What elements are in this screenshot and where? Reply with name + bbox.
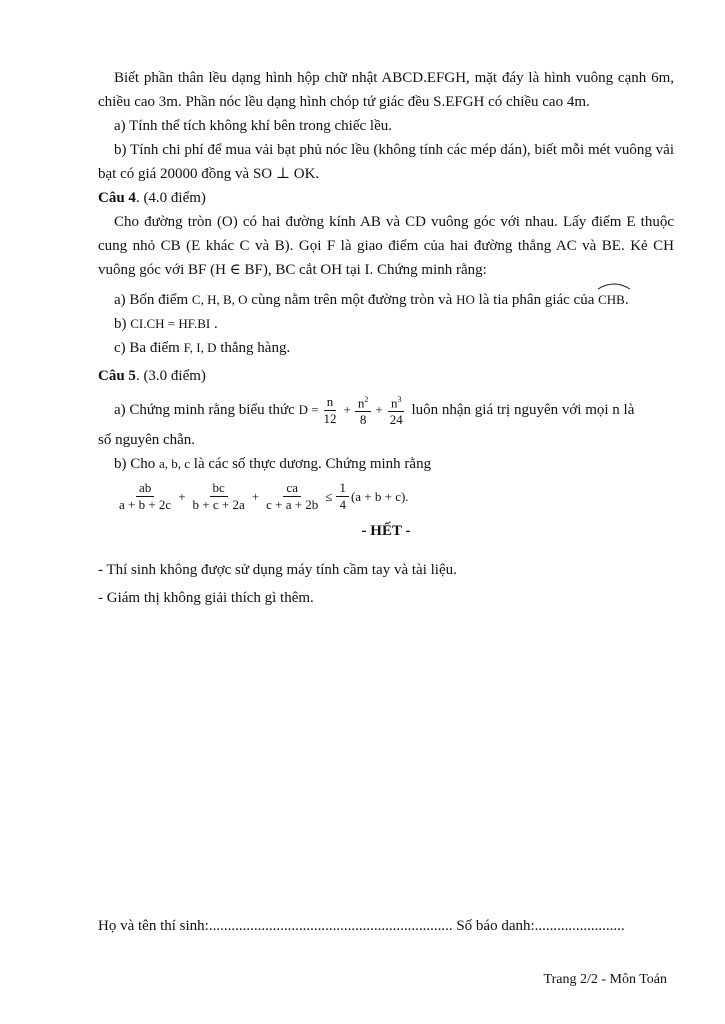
q4-c-prefix: c) Ba điểm bbox=[114, 340, 180, 356]
fraction-ca bbox=[263, 480, 321, 513]
q5-b-vars: a, b, c bbox=[159, 456, 191, 472]
q4-a-points: C, H, B, O bbox=[191, 292, 248, 307]
q5-a-continued: số nguyên chẵn. bbox=[98, 432, 196, 449]
rhs-den: 4 bbox=[339, 497, 346, 513]
plus-sign: + bbox=[178, 488, 186, 504]
f3-exp: 3 bbox=[397, 395, 402, 404]
q5-b-post: là các số thực dương. Chứng minh rằng bbox=[193, 456, 432, 473]
f3-den: 24 bbox=[389, 412, 403, 428]
g2-num: bc bbox=[210, 480, 228, 497]
leq-sign: ≤ bbox=[325, 488, 333, 504]
arc-mark-icon bbox=[597, 282, 631, 290]
rhs-tail: (a + b + c). bbox=[350, 488, 409, 504]
g3-den: c + a + 2b bbox=[266, 497, 319, 513]
note-2: - Giám thị không giải thích gì thêm. bbox=[98, 590, 314, 606]
f3-num: n bbox=[390, 395, 398, 411]
q4-a-post: là tia phân giác của bbox=[478, 292, 595, 308]
q4-b-equation: CI.CH = HF.BI bbox=[130, 316, 211, 331]
q5-inequality bbox=[98, 480, 674, 513]
candidate-info bbox=[98, 918, 674, 935]
g3-num: ca bbox=[283, 480, 301, 497]
f1-num: n bbox=[324, 394, 337, 411]
intro-question-b: b) Tính chi phí để mua vải bạt phủ nóc lều (không tính các mép dán), biết mỗi mét vuông vải bạt có giá 20000 đồng và SO ⊥ OK. bbox=[98, 142, 674, 182]
plus-sign: + bbox=[251, 488, 260, 504]
page-number: Trang 2/2 - Môn Toán bbox=[543, 972, 667, 987]
q4-part-b: b) CI.CH = HF.BI . bbox=[114, 316, 218, 332]
candidate-name-field: Họ và tên thí sinh:................................................................. bbox=[98, 918, 453, 934]
intro-question-a: a) Tính thể tích không khí bên trong chiếc lều. bbox=[114, 118, 392, 134]
fraction-ab bbox=[116, 480, 174, 513]
q4-title: Câu 4 bbox=[98, 190, 136, 206]
q5-a-post: luôn nhận giá trị nguyên với mọi n là bbox=[411, 401, 635, 418]
q4-a-prefix: a) Bốn điểm bbox=[114, 292, 189, 308]
q4-heading bbox=[98, 186, 674, 210]
exam-page bbox=[98, 66, 674, 543]
q4-a-ho: HO bbox=[456, 292, 475, 307]
g1-num: ab bbox=[136, 480, 154, 497]
fraction-n2-8 bbox=[355, 392, 372, 428]
q5-part-a bbox=[98, 392, 674, 428]
fraction-n-12 bbox=[321, 394, 340, 427]
q5-b-prefix: b) Cho bbox=[114, 456, 156, 473]
fraction-bc bbox=[190, 480, 248, 513]
plus-sign: + bbox=[375, 402, 383, 418]
end-marker: - HẾT - bbox=[361, 523, 411, 540]
note-1: - Thí sinh không được sử dụng máy tính cầm tay và tài liệu. bbox=[98, 562, 457, 578]
q4-a-middle: cùng nằm trên một đường tròn và bbox=[251, 292, 453, 308]
q5-points: . (3.0 điểm) bbox=[135, 368, 206, 384]
f2-den: 8 bbox=[359, 412, 367, 428]
rhs-num: 1 bbox=[336, 480, 349, 497]
q4-part-a: a) Bốn điểm C, H, B, O cùng nằm trên một đường tròn và HO là tia phân giác của CHB. bbox=[98, 288, 674, 312]
q5-d-label: D = bbox=[298, 402, 319, 418]
f2-exp: 2 bbox=[364, 395, 369, 404]
fraction-one-quarter bbox=[336, 480, 349, 513]
arc-label: CHB bbox=[598, 292, 625, 307]
candidate-number-field: Số báo danh:........................ bbox=[456, 918, 625, 934]
g2-den: b + c + 2a bbox=[192, 497, 245, 513]
q5-part-b bbox=[98, 452, 674, 476]
f2-num: n bbox=[357, 395, 365, 411]
q5-heading bbox=[98, 364, 674, 388]
g1-den: a + b + 2c bbox=[119, 497, 172, 513]
q4-points: . (4.0 điểm) bbox=[135, 190, 206, 206]
q4-statement: Cho đường tròn (O) có hai đường kính AB và CD vuông góc với nhau. Lấy điểm E thuộc cung nhỏ CB (E khác C và B). Gọi F là giao điểm của hai đường thẳng AC và BE. Kẻ CH vuông góc với BF (H ∈ BF), BC cắt OH tại I. Chứng minh rằng: bbox=[98, 214, 674, 278]
q5-a-prefix: a) Chứng minh rằng biểu thức bbox=[114, 401, 295, 418]
q5-title: Câu 5 bbox=[98, 368, 136, 384]
notes bbox=[98, 558, 674, 610]
intro-paragraph: Biết phần thân lều dạng hình hộp chữ nhật ABCD.EFGH, mặt đáy là hình vuông cạnh 6m, chiều cao 3m. Phần nóc lều dạng hình chóp tứ giác đều S.EFGH có chiều cao 4m. bbox=[98, 70, 674, 110]
fraction-n3-24 bbox=[387, 392, 406, 428]
q4-part-c bbox=[98, 336, 674, 360]
q4-b-prefix: b) bbox=[114, 316, 127, 332]
q4-c-post: thẳng hàng. bbox=[220, 340, 291, 356]
q4-c-points: F, I, D bbox=[183, 340, 217, 355]
plus-sign: + bbox=[343, 402, 351, 418]
arc-chb bbox=[598, 288, 625, 312]
f1-den: 12 bbox=[323, 410, 337, 426]
